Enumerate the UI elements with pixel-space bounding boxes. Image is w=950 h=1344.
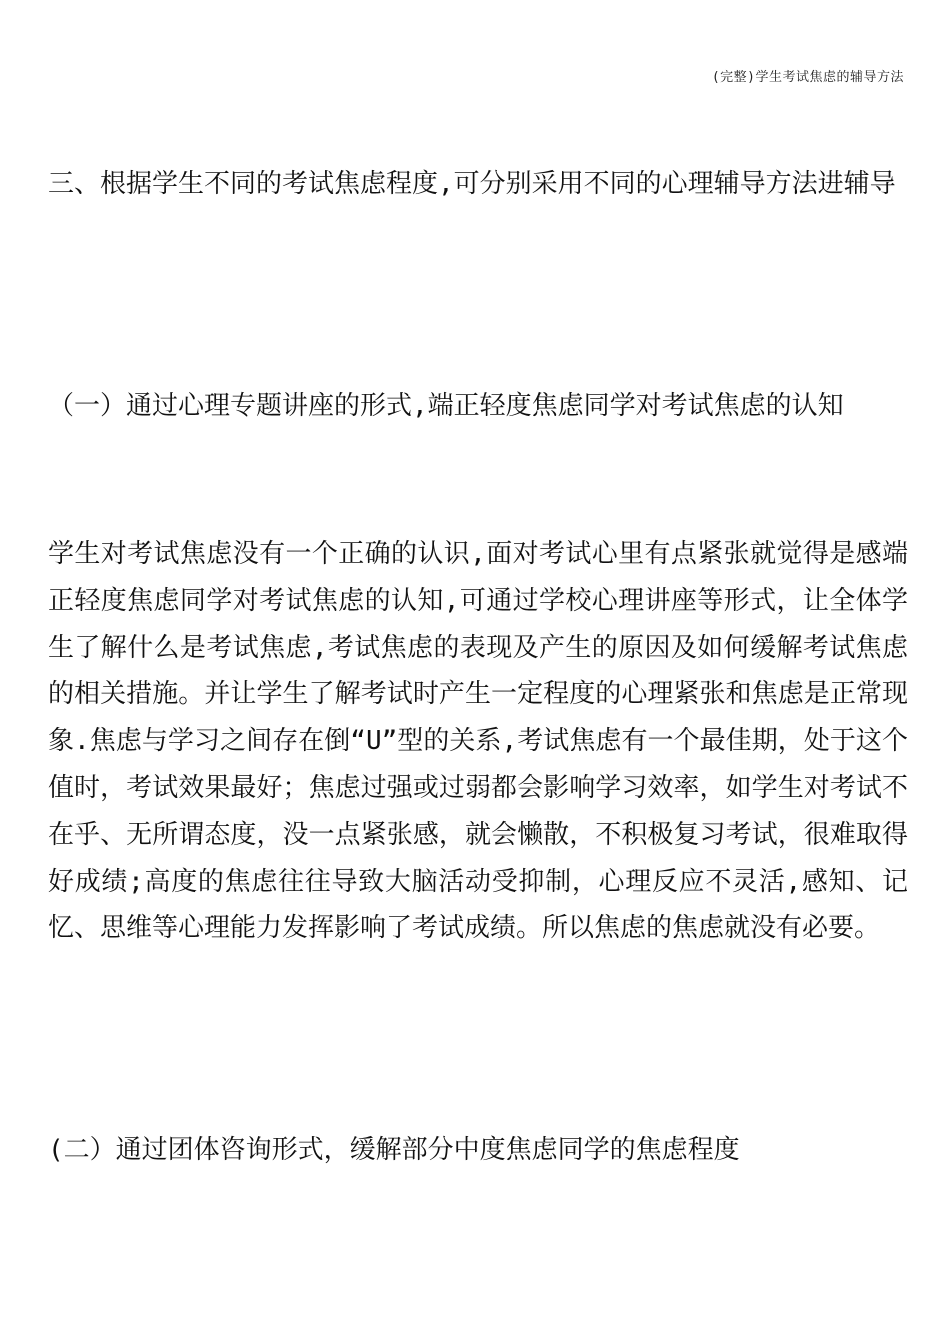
subsection-one-heading: （一）通过心理专题讲座的形式,端正轻度焦虑同学对考试焦虑的认知 [48, 391, 844, 421]
subsection-two-heading: (二）通过团体咨询形式，缓解部分中度焦虑同学的焦虑程度 [48, 1135, 740, 1165]
subsection-one-paragraph: 学生对考试焦虑没有一个正确的认识,面对考试心里有点紧张就觉得是感端正轻度焦虑同学对考试焦虑的认知,可通过学校心理讲座等形式，让全体学生了解什么是考试焦虑,考试焦虑的表现及产生的原因及如何缓解考试焦虑的相关措施。并让学生了解考试时产生一定程度的心理紧张和焦虑是正常现象.焦虑与学习之间存在倒“U”型的关系,考试焦虑有一个最佳期，处于这个值时，考试效果最好；焦虑过强或过弱都会影响学习效率，如学生对考试不在乎、无所谓态度，没一点紧张感，就会懒散，不积极复习考试，很难取得好成绩;高度的焦虑往往导致大脑活动受抑制，心理反应不灵活,感知、记忆、思维等心理能力发挥影响了考试成绩。所以焦虑的焦虑就没有必要。 [48, 539, 908, 944]
section-three-heading: 三、根据学生不同的考试焦虑程度,可分别采用不同的心理辅导方法进辅导 [48, 169, 896, 199]
running-header: (完整)学生考试焦虑的辅导方法 [711, 70, 904, 85]
